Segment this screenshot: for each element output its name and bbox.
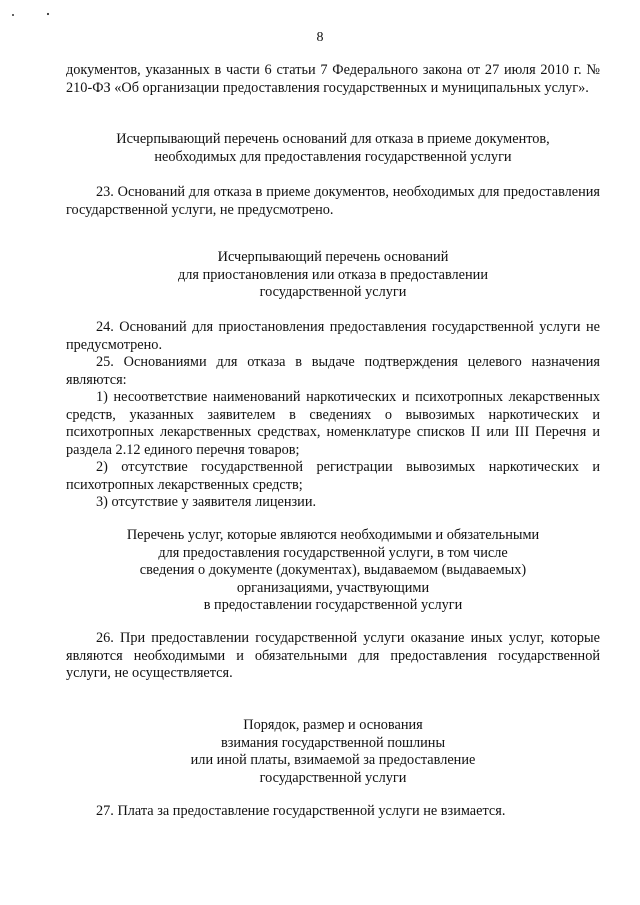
heading-line: Порядок, размер и основания (243, 717, 423, 733)
paragraph-25: 25. Основаниями для отказа в выдаче подтверждения целевого назначения являются: (66, 354, 600, 388)
heading-fee (66, 717, 600, 787)
paragraph-23: 23. Оснований для отказа в приеме документов, необходимых для предоставления государственной услуги, не предусмотрено. (66, 184, 600, 218)
paragraph-24: 24. Оснований для приостановления предоставления государственной услуги не предусмотрено. (66, 319, 600, 353)
paragraph-26: 26. При предоставлении государственной услуги оказание иных услуг, которые являются необходимыми и обязательными для предоставления государственной услуги, не осуществляется. (66, 630, 600, 681)
heading-line: взимания государственной пошлины (220, 734, 446, 751)
heading-refusal-acceptance (66, 131, 600, 166)
heading-line: Исчерпывающий перечень оснований (217, 249, 449, 265)
heading-required-services (66, 527, 600, 615)
heading-line: сведения о документе (документах), выдаваемом (выдаваемых) (139, 562, 527, 578)
paragraph-25-item-1: 1) несоответствие наименований наркотических и психотропных лекарственных средств, указанных заявителем в сведениях о вывозимых наркотических и психотропных лекарственных средствах, номенклатуре списков II или III Перечня и раздела 2.12 единого перечня товаров; (66, 389, 600, 458)
heading-line: для приостановления или отказа в предоставлении (178, 266, 488, 283)
heading-suspension-refusal (66, 249, 600, 302)
paragraph-25-item-3: 3) отсутствие у заявителя лицензии. (96, 494, 317, 510)
scan-specks (0, 0, 80, 30)
heading-line: в предоставлении государственной услуги (203, 597, 463, 613)
heading-line: организациями, участвующими (236, 579, 430, 596)
heading-line: государственной услуги (259, 769, 407, 786)
heading-line: государственной услуги (259, 284, 407, 300)
heading-line: Перечень услуг, которые являются необходимыми и обязательными (126, 527, 540, 543)
heading-line: для предоставления государственной услуги, в том числе (158, 544, 508, 561)
intro-paragraph: документов, указанных в части 6 статьи 7 Федерального закона от 27 июля 2010 г. № 210-ФЗ «Об организации предоставления государственных и муниципальных услуг». (66, 62, 600, 96)
paragraph-25-item-2: 2) отсутствие государственной регистрации вывозимых наркотических и психотропных лекарственных средств; (66, 459, 600, 493)
heading-line: или иной платы, взимаемой за предоставление (190, 752, 476, 768)
heading-line: Исчерпывающий перечень оснований для отказа в приеме документов, (116, 131, 550, 147)
paragraph-27: 27. Плата за предоставление государственной услуги не взимается. (96, 803, 506, 819)
heading-line: необходимых для предоставления государственной услуги (154, 148, 512, 165)
page-number: 8 (316, 30, 324, 45)
